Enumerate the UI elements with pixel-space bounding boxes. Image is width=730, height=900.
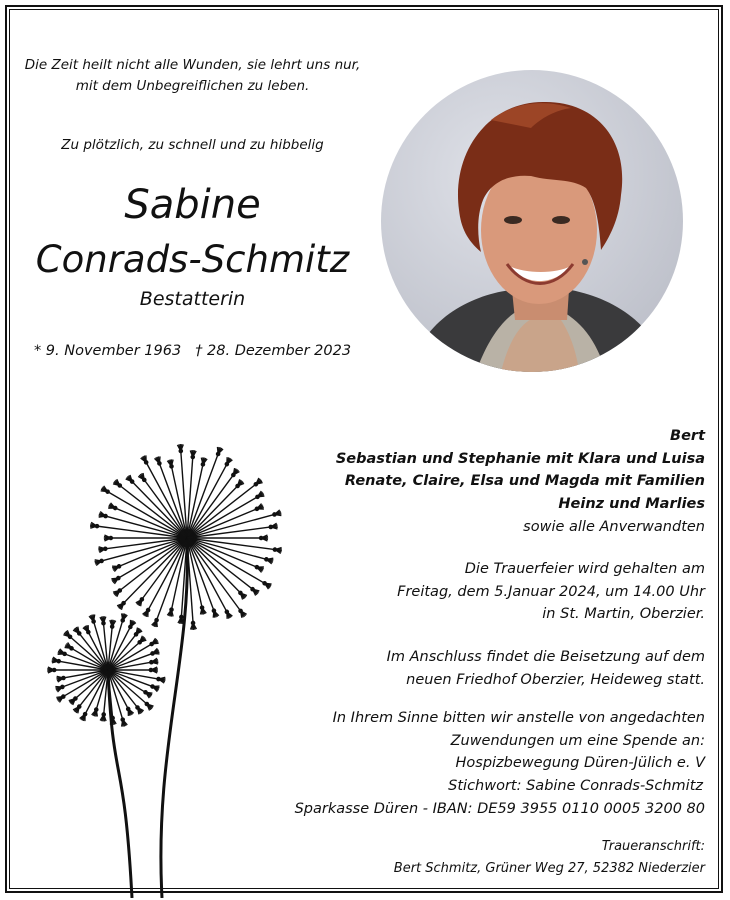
death-date: † 28. Dezember 2023: [195, 343, 352, 359]
donation-info: [295, 707, 705, 821]
mourning-address: [394, 836, 705, 880]
quote: [20, 55, 365, 97]
ceremony-line-3: in St. Martin, Oberzier.: [542, 606, 705, 623]
mourners-extra: sowie alle Anverwandten: [523, 518, 705, 535]
dandelion-illustration: [40, 420, 330, 898]
ceremony-info: [397, 558, 705, 626]
ceremony-line-2: Freitag, dem 5.Januar 2024, um 14.00 Uhr: [397, 583, 705, 600]
address-label: Traueranschrift:: [601, 839, 705, 854]
mourner-3: Renate, Claire, Elsa und Magda mit Familien: [344, 473, 705, 490]
quote-line-2: mit dem Unbegreiflichen zu leben.: [75, 78, 310, 94]
portrait-photo: [381, 70, 683, 372]
deceased-occupation: Bestatterin: [139, 288, 246, 310]
mourner-4: Heinz und Marlies: [558, 496, 705, 513]
quote-subline: Zu plötzlich, zu schnell und zu hibbelig: [61, 137, 324, 153]
ceremony-line-1: Die Trauerfeier wird gehalten am: [464, 561, 705, 577]
mourners-list: [336, 425, 705, 539]
deceased-first-name: Sabine: [124, 182, 261, 228]
donation-line-3: Hospizbewegung Düren-Jülich e. V: [455, 755, 705, 772]
deceased-last-name: Conrads-Schmitz: [35, 238, 350, 281]
birth-date: * 9. November 1963: [33, 343, 182, 359]
mourner-1: Bert: [670, 428, 705, 444]
mourner-2: Sebastian und Stephanie mit Klara und Luisa: [335, 450, 705, 467]
burial-line-2: neuen Friedhof Oberzier, Heideweg statt.: [406, 671, 705, 688]
donation-line-4: Stichwort: Sabine Conrads-Schmitz: [448, 778, 703, 795]
donation-line-5: Sparkasse Düren - IBAN: DE59 3955 0110 0005 3200 80: [294, 800, 705, 817]
donation-line-2: Zuwendungen um eine Spende an:: [450, 732, 705, 749]
burial-line-1: Im Anschluss findet die Beisetzung auf dem: [386, 649, 705, 665]
life-dates: [20, 343, 365, 359]
quote-line-1: Die Zeit heilt nicht alle Wunden, sie lehrt uns nur,: [24, 57, 361, 73]
address-value: Bert Schmitz, Grüner Weg 27, 52382 Niederzier: [393, 861, 705, 876]
burial-info: [387, 646, 705, 691]
donation-line-1: In Ihrem Sinne bitten wir anstelle von angedachten: [332, 710, 705, 726]
